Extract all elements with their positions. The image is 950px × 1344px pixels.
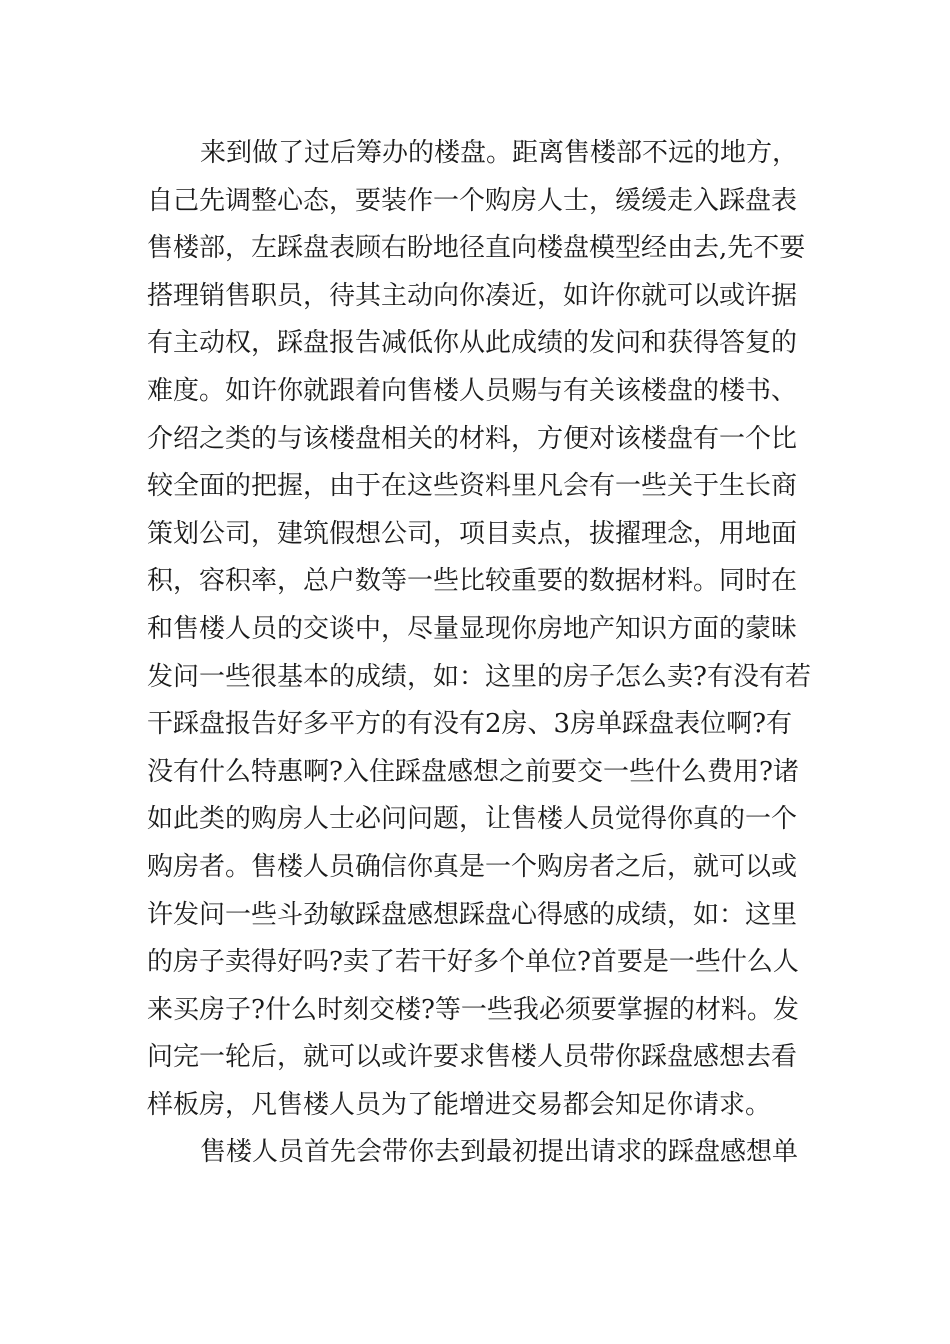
text-line: 许发问一些斗劲敏踩盘感想踩盘心得感的成绩，如：这里	[147, 899, 798, 930]
text-line: 售楼人员首先会带你去到最初提出请求的踩盘感想单	[200, 1137, 799, 1168]
text-line: 难度。如许你就跟着向售楼人员赐与有关该楼盘的楼书、	[147, 375, 798, 406]
text-line: 发问一些很基本的成绩，如：这里的房子怎么卖?有没有若	[147, 661, 811, 692]
text-line: 策划公司，建筑假想公司，项目卖点，拔擢理念，用地面	[147, 518, 798, 549]
text-line: 介绍之类的与该楼盘相关的材料，方便对该楼盘有一个比	[147, 423, 798, 454]
text-line: 来买房子?什么时刻交楼?等一些我必须要掌握的材料。发	[147, 994, 799, 1025]
text-line: 积，容积率，总户数等一些比较重要的数据材料。同时在	[147, 566, 798, 597]
text-line: 样板房，凡售楼人员为了能增进交易都会知足你请求。	[147, 1089, 772, 1120]
text-line: 自己先调整心态，要装作一个购房人士，缓缓走入踩盘表	[147, 185, 798, 216]
body-text	[147, 130, 817, 1177]
text-line: 搭理销售职员，待其主动向你凑近，如许你就可以或许据	[147, 280, 798, 311]
text-line: 如此类的购房人士必问问题，让售楼人员觉得你真的一个	[147, 804, 798, 835]
text-line: 问完一轮后，就可以或许要求售楼人员带你踩盘感想去看	[147, 1042, 798, 1073]
text-line: 和售楼人员的交谈中，尽量显现你房地产知识方面的蒙昧	[147, 613, 798, 644]
text-line: 较全面的把握，由于在这些资料里凡会有一些关于生长商	[147, 471, 798, 502]
text-line: 的房子卖得好吗?卖了若干好多个单位?首要是一些什么人	[147, 947, 799, 978]
text-line: 干踩盘报告好多平方的有没有2房、3房单踩盘表位啊?有	[147, 709, 793, 740]
text-line: 有主动权，踩盘报告减低你从此成绩的发问和获得答复的	[147, 328, 798, 359]
text-line: 没有什么特惠啊?入住踩盘感想之前要交一些什么费用?诸	[147, 756, 799, 787]
text-line: 购房者。售楼人员确信你真是一个购房者之后，就可以或	[147, 851, 798, 882]
text-line: 售楼部，左踩盘表顾右盼地径直向楼盘模型经由去,先不要	[147, 233, 806, 264]
text-line: 来到做了过后筹办的楼盘。距离售楼部不远的地方，	[200, 138, 799, 168]
